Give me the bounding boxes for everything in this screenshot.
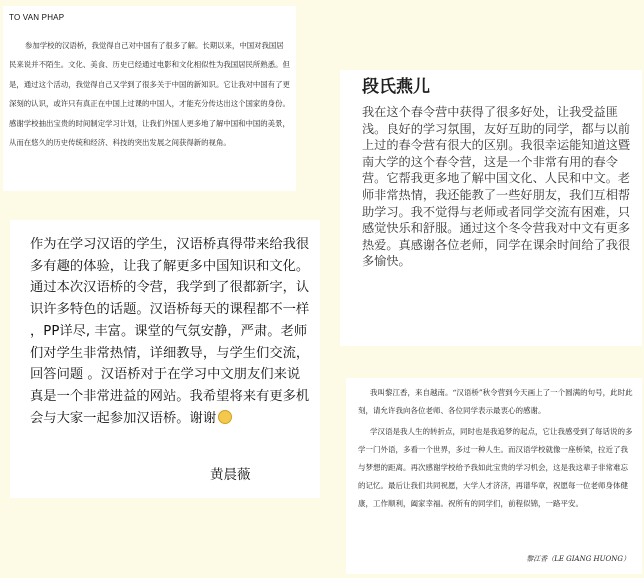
testimonial-text-content: 作为在学习汉语的学生，汉语桥真得带来给我很多有趣的体验，让我了解更多中国知识和文化。通过本次汉语桥的令营，我学到了很都新字，认识许多特色的话题。汉语桥每天的课程都不一样 ，PP详尽, 丰富。课堂的气氛安静，严肃。老师们对学生非常热情，详细教导，与学生们交流，回答问题 。汉语桥对于在学习中文朋友们来说真是一个非常进益的网站。我希望将来有更多机会与大家一起参加汉语桥。谢谢 — [30, 237, 310, 426]
author-name: 段氏燕儿 — [362, 77, 430, 97]
author-name: 黎江香（LE GIANG HUONG） — [526, 555, 630, 563]
author-name: 黄晨薇 — [210, 467, 251, 483]
testimonial-paragraph-1: 我叫黎江香，来自越南。“汉语桥”秋令营到今天画上了一个圆满的句号，此时此刻，请允许我向各位老师、各位同学表示最衷心的感谢。 — [358, 388, 633, 415]
testimonial-card-to-van-phap — [3, 6, 296, 191]
author-name: TO VAN PHAP — [9, 13, 65, 22]
testimonial-text — [30, 234, 310, 429]
testimonial-text: 我在这个春令营中获得了很多好处，让我受益匪浅。良好的学习氛围，友好互助的同学，都与以前上过的春令营有很大的区别。我很幸运能知道这暨南大学的这个春令营，这是一个非常有用的春令营。它帮我更多地了解中国文化、人民和中文。老师非常热情，我还能教了一些好朋友，我们互相帮助学习。我不觉得与老师或者同学交流有困难，只感觉快乐和舒服。通过这个冬令营我对中文有更多热爱。真感谢各位老师，同学在课余时间给了我很多愉快。 — [362, 105, 631, 269]
testimonial-card-huang-chenwei — [10, 220, 320, 498]
testimonial-card-doan-thi-yen-nhi — [340, 70, 642, 346]
testimonial-text: 参加学校的汉语桥，我觉得自己对中国有了很多了解。长期以来，中国对我国居民来说并不陌生。文化、美食、历史已经通过电影和文化相似性为我国居民所熟悉。但是，通过这个活动，我觉得自己又学到了很多关于中国的新知识。它让我对中国有了更深刻的认识，或许只有真正在中国上过课的中国人，才能充分传达出这个国家的身份。感谢学校抽出宝贵的时间制定学习计划，让我们外国人更多地了解中国和中国的美景，从而在悠久的历史传统和经济、科技的突出发展之间获得新的视角。 — [9, 41, 290, 148]
smiling-face-icon — [218, 410, 232, 424]
testimonial-card-le-giang-huong — [346, 378, 642, 574]
testimonial-paragraph-2: 学汉语是我人生的转折点，同时也是我追梦的起点，它让我感受到了每话说的多学一门外语，多看一个世界，多过一种人生。而汉语学校就像一座桥梁，拉近了我与梦想的距离。再次感谢学校给予我如此宝贵的学习机会，这是我这辈子非常难忘的记忆。最后让我们共同祝愿，大学人才济济，再谱华章，祝愿每一位老师身体健康，工作顺利，阖家幸福。祝所有的同学们，前程似锦，一路平安。 — [358, 427, 633, 508]
